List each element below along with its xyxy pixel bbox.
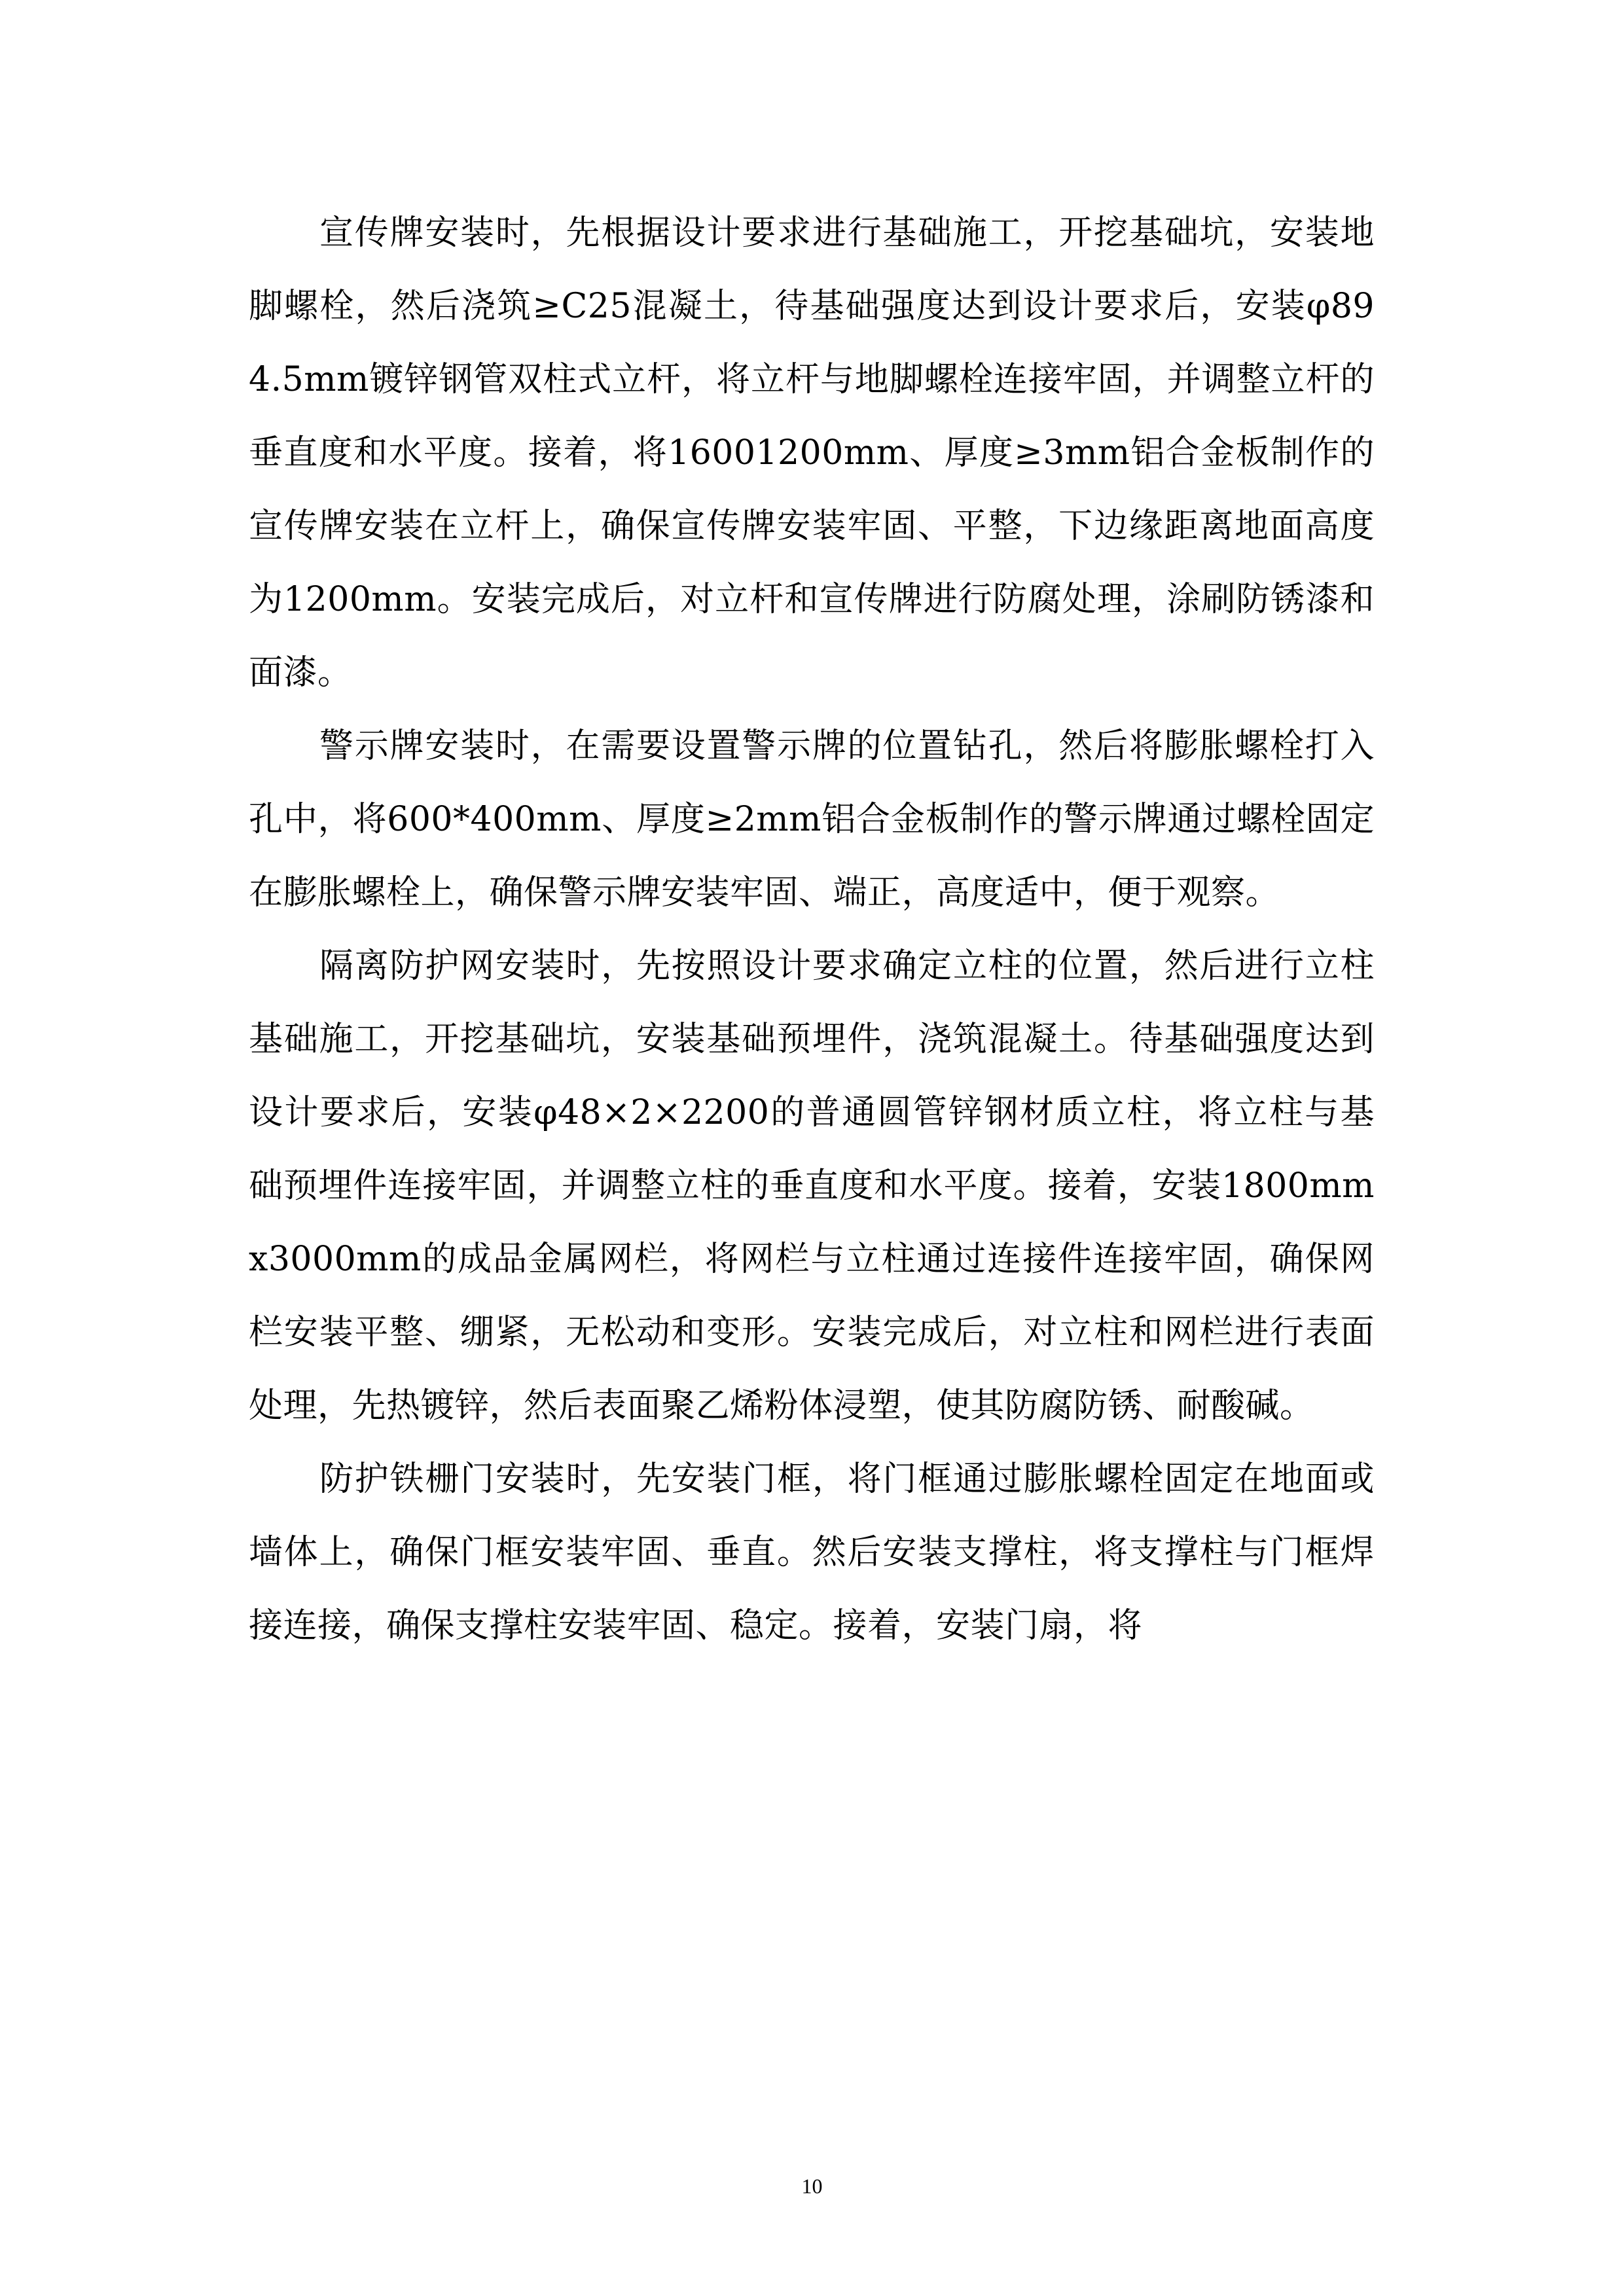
- paragraph-iron-gate-installation: 防护铁栅门安装时，先安装门框，将门框通过膨胀螺栓固定在地面或墙体上，确保门框安装牢固、垂直。然后安装支撑柱，将支撑柱与门框焊接连接，确保支撑柱安装牢固、稳定。接着，安装门扇，将: [249, 1460, 1375, 1645]
- paragraph-warning-sign-installation: 警示牌安装时，在需要设置警示牌的位置钻孔，然后将膨胀螺栓打入孔中，将600*400mm、厚度≥2mm铝合金板制作的警示牌通过螺栓固定在膨胀螺栓上，确保警示牌安装牢固、端正，高度适中，便于观察。: [249, 726, 1375, 912]
- document-body: [249, 196, 1375, 1662]
- page-number: 10: [801, 2174, 823, 2198]
- paragraph-isolation-fence-installation: 隔离防护网安装时，先按照设计要求确定立柱的位置，然后进行立柱基础施工，开挖基础坑，安装基础预埋件，浇筑混凝土。待基础强度达到设计要求后，安装φ48×2×2200的普通圆管锌钢材质立柱，将立柱与基础预埋件连接牢固，并调整立柱的垂直度和水平度。接着，安装1800mmx3000mm的成品金属网栏，将网栏与立柱通过连接件连接牢固，确保网栏安装平整、绷紧，无松动和变形。安装完成后，对立柱和网栏进行表面处理，先热镀锌，然后表面聚乙烯粉体浸塑，使其防腐防锈、耐酸碱。: [249, 946, 1375, 1426]
- paragraph-signboard-installation: 宣传牌安装时，先根据设计要求进行基础施工，开挖基础坑，安装地脚螺栓，然后浇筑≥C25混凝土，待基础强度达到设计要求后，安装φ894.5mm镀锌钢管双柱式立杆，将立杆与地脚螺栓连接牢固，并调整立杆的垂直度和水平度。接着，将16001200mm、厚度≥3mm铝合金板制作的宣传牌安装在立杆上，确保宣传牌安装牢固、平整，下边缘距离地面高度为1200mm。安装完成后，对立杆和宣传牌进行防腐处理，涂刷防锈漆和面漆。: [249, 213, 1375, 692]
